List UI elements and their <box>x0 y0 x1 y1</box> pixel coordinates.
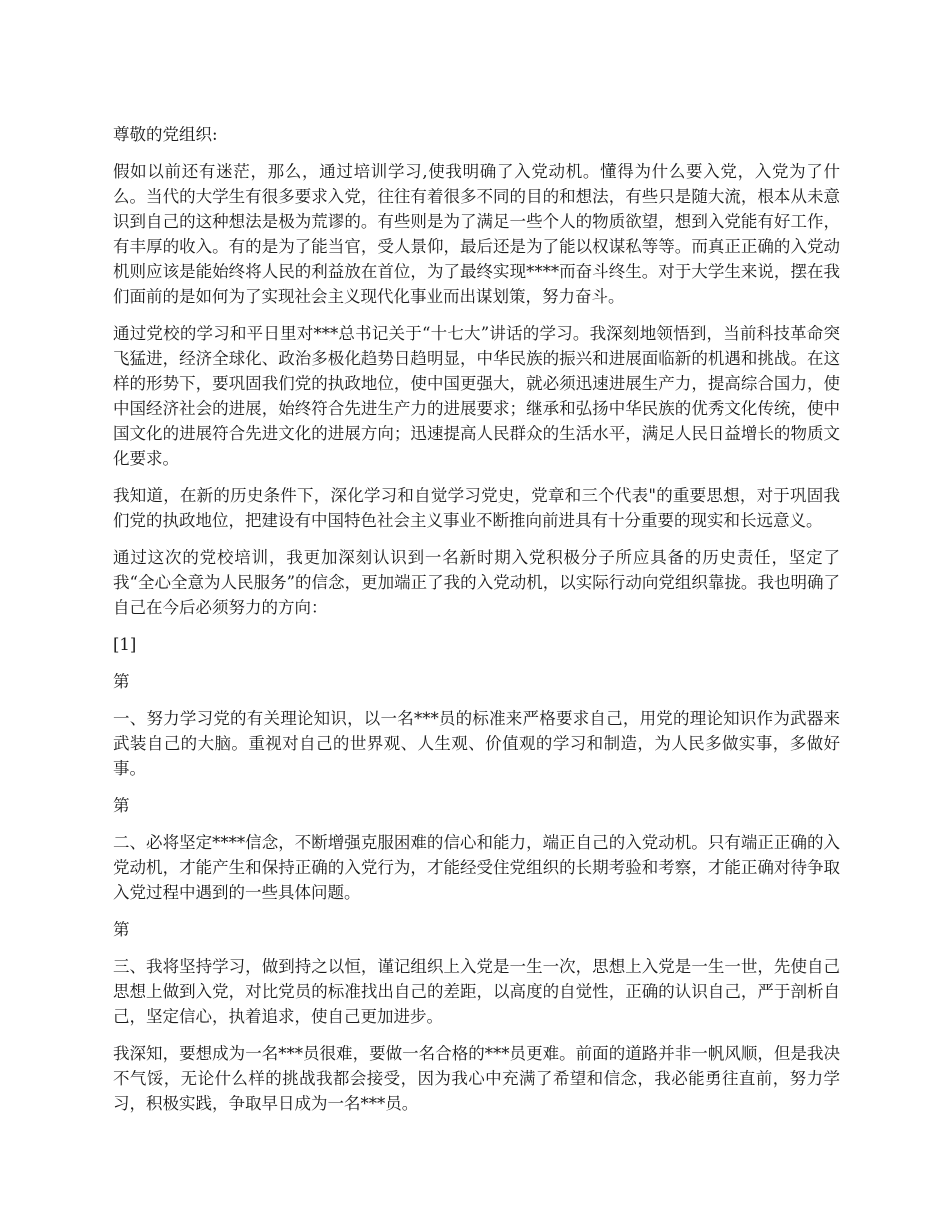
point-one: 一、努力学习党的有关理论知识，以一名***员的标准来严格要求自己，用党的理论知识作为武器来武装自己的大脑。重视对自己的世界观、人生观、价值观的学习和制造，为人民多做实事，多做好事。 <box>113 709 840 778</box>
point-two: 二、必将坚定****信念，不断增强克服困难的信心和能力，端正自己的入党动机。只有端正正确的入党动机，才能产生和保持正确的入党行为，才能经受住党组织的长期考验和考察，才能正确对待争取入党过程中遇到的一些具体问题。 <box>113 833 840 902</box>
ordinal-label-2: 第 <box>113 796 130 815</box>
paragraph-1: 假如以前还有迷茫，那么，通过培训学习,使我明确了入党动机。懂得为什么要入党，入党为了什么。当代的大学生有很多要求入党，往往有着很多不同的目的和想法，有些只是随大流，根本从未意识到自己的这种想法是极为荒谬的。有些则是为了满足一些个人的物质欲望，想到入党能有好工作，有丰厚的收入。有的是为了能当官，受人景仰，最后还是为了能以权谋私等等。而真正正确的入党动机则应该是能始终将人民的利益放在首位，为了最终实现****而奋斗终生。对于大学生来说，摆在我们面前的是如何为了实现社会主义现代化事业而出谋划策，努力奋斗。 <box>113 162 840 306</box>
ordinal-label-1: 第 <box>113 672 130 691</box>
closing-paragraph: 我深知，要想成为一名***员很难，要做一名合格的***员更难。前面的道路并非一帆风顺，但是我决不气馁，无论什么样的挑战我都会接受，因为我心中充满了希望和信念，我必能勇往直前，努力学习，积极实践，争取早日成为一名***员。 <box>113 1044 840 1113</box>
footnote-marker: [1] <box>113 635 137 654</box>
paragraph-4: 通过这次的党校培训，我更加深刻认识到一名新时期入党积极分子所应具备的历史责任，坚定了我“全心全意为人民服务”的信念，更加端正了我的入党动机，以实际行动向党组织靠拢。我也明确了自己在今后必须努力的方向： <box>113 548 840 617</box>
paragraph-3: 我知道，在新的历史条件下，深化学习和自觉学习党史，党章和三个代表"的重要思想，对于巩固我们党的执政地位，把建设有中国特色社会主义事业不断推向前进具有十分重要的现实和长远意义。 <box>113 486 840 530</box>
ordinal-label-3: 第 <box>113 920 130 939</box>
paragraph-2: 通过党校的学习和平日里对***总书记关于“十七大”讲话的学习。我深刻地领悟到，当前科技革命突飞猛进，经济全球化、政治多极化趋势日趋明显，中华民族的振兴和进展面临新的机遇和挑战。在这样的形势下，要巩固我们党的执政地位，使中国更强大，就必须迅速进展生产力，提高综合国力，使中国经济社会的进展，始终符合先进生产力的进展要求；继承和弘扬中华民族的优秀文化传统，使中国文化的进展符合先进文化的进展方向；迅速提高人民群众的生活水平，满足人民日益增长的物质文化要求。 <box>113 324 840 468</box>
salutation: 尊敬的党组织: <box>113 125 218 144</box>
point-three: 三、我将坚持学习，做到持之以恒，谨记组织上入党是一生一次，思想上入党是一生一世，先使自己思想上做到入党，对比党员的标准找出自己的差距，以高度的自觉性，正确的认识自己，严于剖析自己，坚定信心，执着追求，使自己更加进步。 <box>113 957 840 1026</box>
